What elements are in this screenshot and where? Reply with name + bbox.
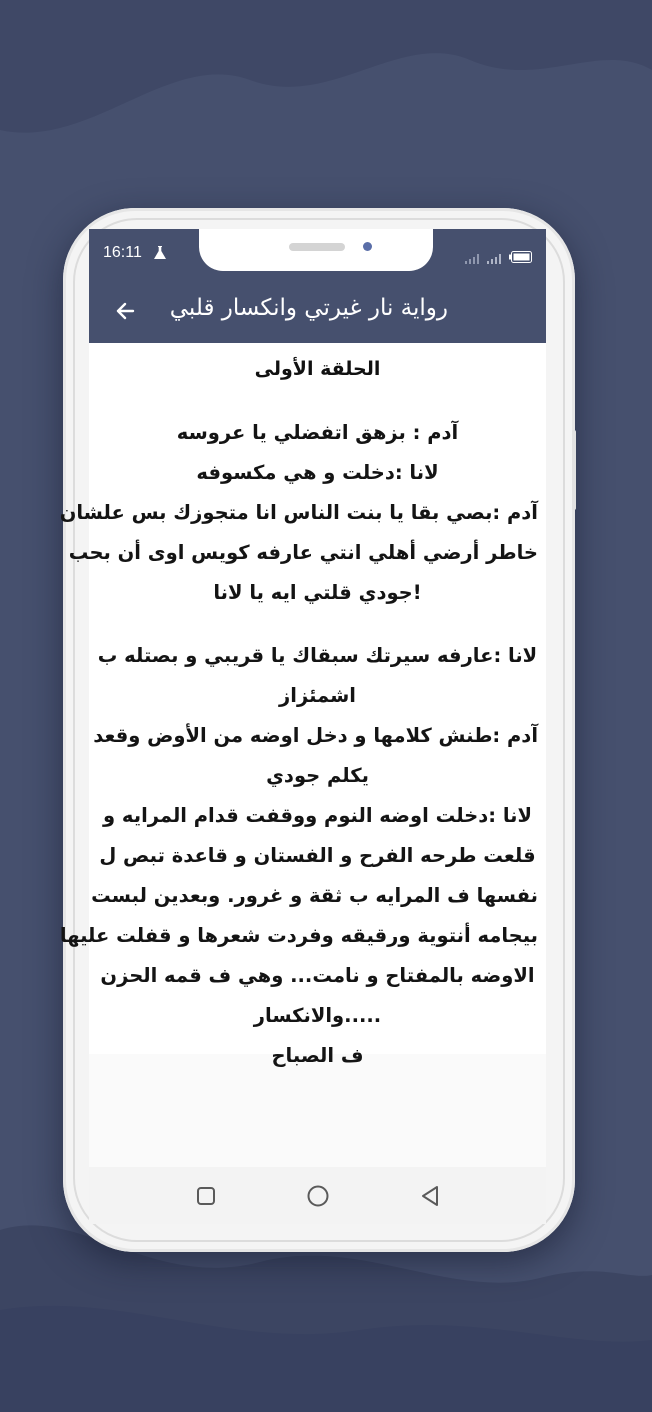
chapter-content[interactable] [59, 343, 546, 1067]
flask-icon [152, 245, 168, 265]
text-line: اشمئزاز [279, 684, 356, 707]
earpiece-speaker [289, 243, 345, 251]
text-line: قلعت طرحه الفرح و الفستان و قاعدة تبص ل [99, 844, 536, 867]
text-line: ف الصباح [271, 1044, 364, 1067]
circle-icon[interactable] [305, 1183, 331, 1209]
text-line: والانكسار..... [253, 1004, 382, 1027]
arrow-left-icon [113, 299, 137, 323]
text-line: آدم : بزهق اتفضلي يا عروسه [176, 421, 459, 444]
phone-screen [59, 229, 546, 1224]
status-time: 16:11 [103, 244, 142, 261]
chapter-title: الحلقة الأولى [254, 358, 381, 380]
text-line: يكلم جودي [266, 764, 369, 787]
text-line: جودي قلتي ايه يا لانا! [213, 581, 422, 604]
text-line: لانا :دخلت اوضه النوم ووقفت قدام المرايه و [103, 804, 532, 827]
paragraph [59, 636, 538, 1076]
signal-icon [487, 249, 505, 268]
side-button [572, 430, 576, 510]
status-bar [89, 229, 546, 279]
paragraph [59, 413, 538, 613]
text-line: نفسها ف المرايه ب ثقة و غرور. وبعدين لبست [91, 884, 538, 907]
battery-icon [509, 248, 533, 267]
text-line: بيجامه أنتوية ورقيقه وفردت شعرها و قفلت عليها [59, 924, 538, 947]
text-line: آدم :بصي بقا يا بنت الناس انا متجوزك بس علشان [59, 501, 538, 524]
signal-icon [465, 249, 483, 268]
text-line: الاوضه بالمفتاح و نامت... وهي ف قمه الحزن [100, 964, 535, 987]
front-camera [363, 242, 372, 251]
text-line: لانا :دخلت و هي مكسوفه [196, 461, 439, 484]
page-title: رواية نار غيرتي وانكسار قلبي [169, 295, 448, 321]
text-line: لانا :عارفه سيرتك سبقاك يا قريبي و بصتله ب [97, 644, 538, 667]
square-icon[interactable] [193, 1183, 219, 1209]
system-navigation-bar [89, 1167, 546, 1224]
text-line: خاطر أرضي أهلي انتي عارفه كويس اوى أن بحب [68, 541, 538, 564]
back-button[interactable] [107, 293, 143, 329]
triangle-back-icon[interactable] [417, 1183, 443, 1209]
app-bar [89, 279, 546, 343]
text-line: آدم :طنش كلامها و دخل اوضه من الأوض وقعد [93, 724, 538, 747]
